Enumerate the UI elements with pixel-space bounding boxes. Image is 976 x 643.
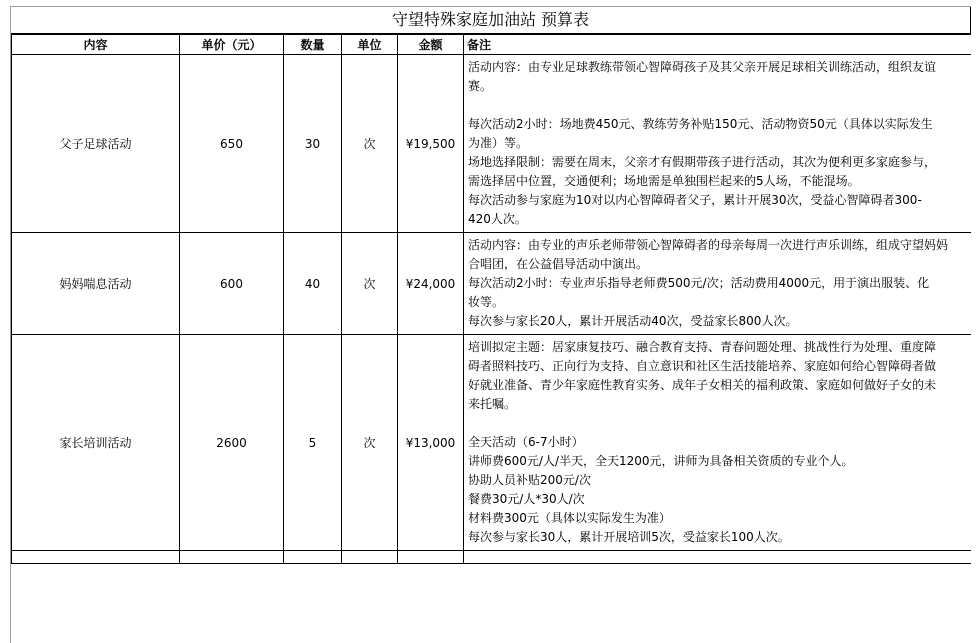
cell-quantity: 40 bbox=[284, 233, 342, 335]
note-line bbox=[468, 414, 967, 433]
note-line: 每次活动参与家庭为10对以内心智障碍者父子，累计开展30次，受益心智障碍者300- bbox=[468, 193, 922, 207]
header-row bbox=[12, 35, 972, 55]
cell-notes bbox=[464, 233, 972, 335]
header-notes: 备注 bbox=[464, 35, 972, 55]
budget-sheet bbox=[10, 6, 971, 643]
table-row bbox=[12, 233, 972, 335]
cell-amount: ¥19,500 bbox=[398, 55, 464, 233]
note-line: 活动内容：由专业的声乐老师带领心智障碍者的母亲每周一次进行声乐训练，组成守望妈妈 bbox=[468, 238, 949, 252]
cell-amount: ¥24,000 bbox=[398, 233, 464, 335]
cell-amount: ¥13,000 bbox=[398, 335, 464, 551]
note-line: 每次参与家长20人，累计开展活动40次，受益家长800人次。 bbox=[468, 314, 798, 328]
cell-notes bbox=[464, 55, 972, 233]
note-line: 赛。 bbox=[468, 79, 493, 93]
note-line: 培训拟定主题：居家康复技巧、融合教育支持、青春问题处理、挑战性行为处理、重度障 bbox=[468, 340, 937, 354]
note-line: 需选择居中位置，交通便利；场地需是单独围栏起来的5人场，不能混场。 bbox=[468, 174, 860, 188]
header-unit-price: 单价（元） bbox=[180, 35, 284, 55]
note-line: 全天活动（6-7小时） bbox=[468, 435, 584, 449]
cell-quantity: 30 bbox=[284, 55, 342, 233]
note-line: 餐费30元/人*30人/次 bbox=[468, 492, 585, 506]
note-line: 每次活动2小时：场地费450元、教练劳务补贴150元、活动物资50元（具体以实际发生 bbox=[468, 117, 933, 131]
note-line: 场地选择限制：需要在周末，父亲才有假期带孩子进行活动，其次为便利更多家庭参与， bbox=[468, 155, 937, 169]
note-line: 妆等。 bbox=[468, 295, 505, 309]
budget-table bbox=[11, 34, 971, 564]
table-row bbox=[12, 55, 972, 233]
cell-unit-price: 2600 bbox=[180, 335, 284, 551]
cell-unit: 次 bbox=[342, 233, 398, 335]
note-line: 为准）等。 bbox=[468, 136, 529, 150]
cell-unit: 次 bbox=[342, 55, 398, 233]
table-row-partial bbox=[12, 551, 972, 564]
sheet-title: 守望特殊家庭加油站 预算表 bbox=[11, 7, 971, 34]
cell-notes bbox=[464, 335, 972, 551]
cell-unit-price: 650 bbox=[180, 55, 284, 233]
note-line: 好就业准备、青少年家庭性教育实务、成年子女相关的福利政策、家庭如何做好子女的未 bbox=[468, 378, 937, 392]
header-amount: 金额 bbox=[398, 35, 464, 55]
cell-unit: 次 bbox=[342, 335, 398, 551]
cell-unit-price: 600 bbox=[180, 233, 284, 335]
cell-content: 妈妈喘息活动 bbox=[12, 233, 180, 335]
note-line: 每次活动2小时：专业声乐指导老师费500元/次；活动费用4000元，用于演出服装、化 bbox=[468, 276, 930, 290]
cell-quantity: 5 bbox=[284, 335, 342, 551]
note-line: 协助人员补贴200元/次 bbox=[468, 473, 591, 487]
note-line: 合唱团，在公益倡导活动中演出。 bbox=[468, 257, 649, 271]
note-line: 碍者照料技巧、正向行为支持、自立意识和社区生活技能培养、家庭如何给心智障碍者做 bbox=[468, 359, 937, 373]
cell-content: 家长培训活动 bbox=[12, 335, 180, 551]
note-line bbox=[468, 96, 967, 115]
header-quantity: 数量 bbox=[284, 35, 342, 55]
table-row bbox=[12, 335, 972, 551]
header-unit: 单位 bbox=[342, 35, 398, 55]
note-line: 材料费300元（具体以实际发生为准） bbox=[468, 511, 671, 525]
header-content: 内容 bbox=[12, 35, 180, 55]
note-line: 来托嘱。 bbox=[468, 397, 517, 411]
note-line: 每次参与家长30人，累计开展培训5次，受益家长100人次。 bbox=[468, 530, 790, 544]
note-line: 讲师费600元/人/半天，全天1200元，讲师为具备相关资质的专业个人。 bbox=[468, 454, 854, 468]
note-line: 420人次。 bbox=[468, 212, 527, 226]
note-line: 活动内容：由专业足球教练带领心智障碍孩子及其父亲开展足球相关训练活动，组织友谊 bbox=[468, 60, 937, 74]
cell-content: 父子足球活动 bbox=[12, 55, 180, 233]
